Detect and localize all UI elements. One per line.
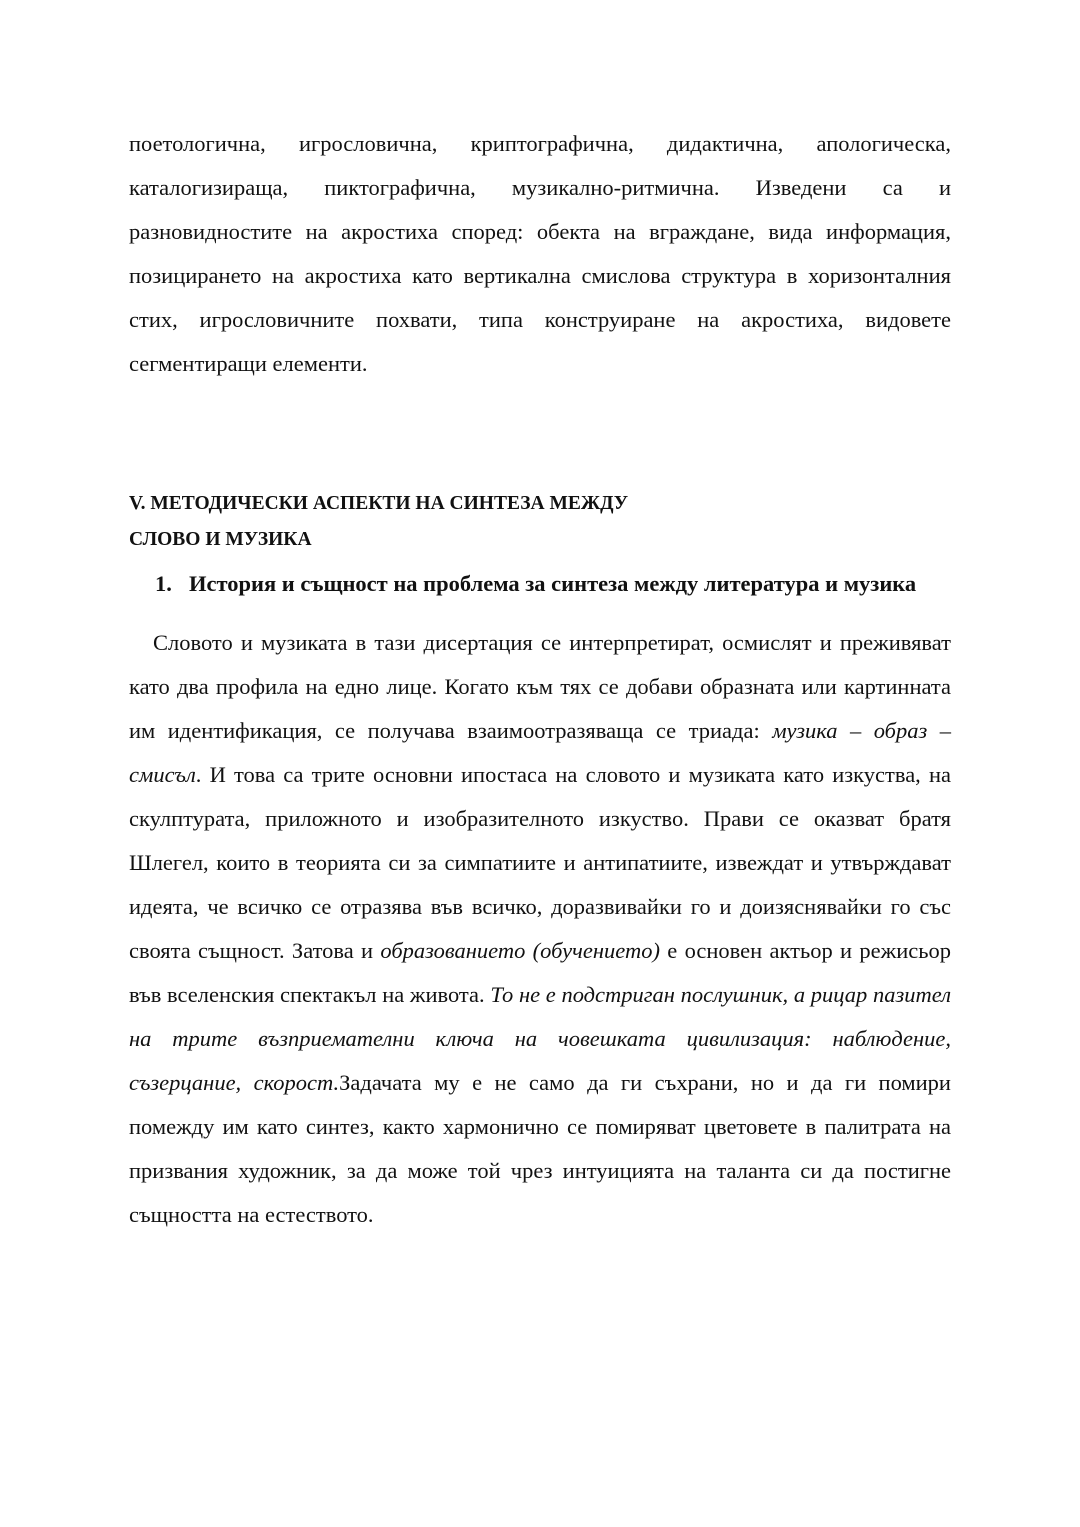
body-paragraph (129, 621, 951, 1237)
chapter-heading (129, 486, 951, 558)
chapter-heading-line-1: V. МЕТОДИЧЕСКИ АСПЕКТИ НА СИНТЕЗА МЕЖДУ (129, 493, 629, 514)
body-text-part-3: е основен актьор и режисьор във вселенския спектакъл на живота. (129, 938, 951, 1007)
subsection-number: 1. (155, 571, 172, 596)
document-page (129, 122, 951, 1237)
body-text-part-4: Задачата му е не само да ги съхрани, но и да ги помири помежду им като синтез, както хармонично се помиряват цветовете в палитрата на призвания художник, за да може той чрез интуицията на таланта си да постигне същността на естеството. (129, 1070, 951, 1227)
body-italic-education: образованието (обучението) (380, 938, 660, 963)
subsection-heading (129, 562, 951, 605)
intro-paragraph: поетологична, игрословична, криптографична, дидактична, апологическа, каталогизираща, пиктографична, музикално-ритмична. Изведени са и разновидностите на акростиха според: обекта на вграждане, вида информация, позицирането на акростиха като вертикална смислова структура в хоризонталния стих, игрословичните похвати, типа конструиране на акростиха, видовете сегментиращи елементи. (129, 131, 951, 376)
body-italic-knight: То не е подстриган послушник, а рицар пазител на трите възприемателни ключа на човешката цивилизация: наблюдение, съзерцание, скорост. (129, 982, 952, 1095)
chapter-heading-line-2: СЛОВО И МУЗИКА (129, 529, 312, 550)
body-text-part-2: . И това са трите основни ипостаса на словото и музиката като изкуства, на скулптурата, приложното и изобразителното изкуство. Прави се оказват братя Шлегел, които в теорията си за симпатиите и антипатиите, извеждат и утвърждават идеята, че всичко се отразява във всичко, доразвивайки го и доизяснявайки го със своята същност. Затова и (129, 762, 951, 963)
body-italic-triad: музика – образ – смисъл (129, 718, 952, 787)
subsection-title: История и същност на проблема за синтеза между литература и музика (189, 571, 917, 596)
body-text-part-1: Словото и музиката в тази дисертация се интерпретират, осмислят и преживяват като два профила на едно лице. Когато към тях се добави образната или картинната им идентификация, се получава взаимоотразяваща се триада: (129, 630, 951, 743)
